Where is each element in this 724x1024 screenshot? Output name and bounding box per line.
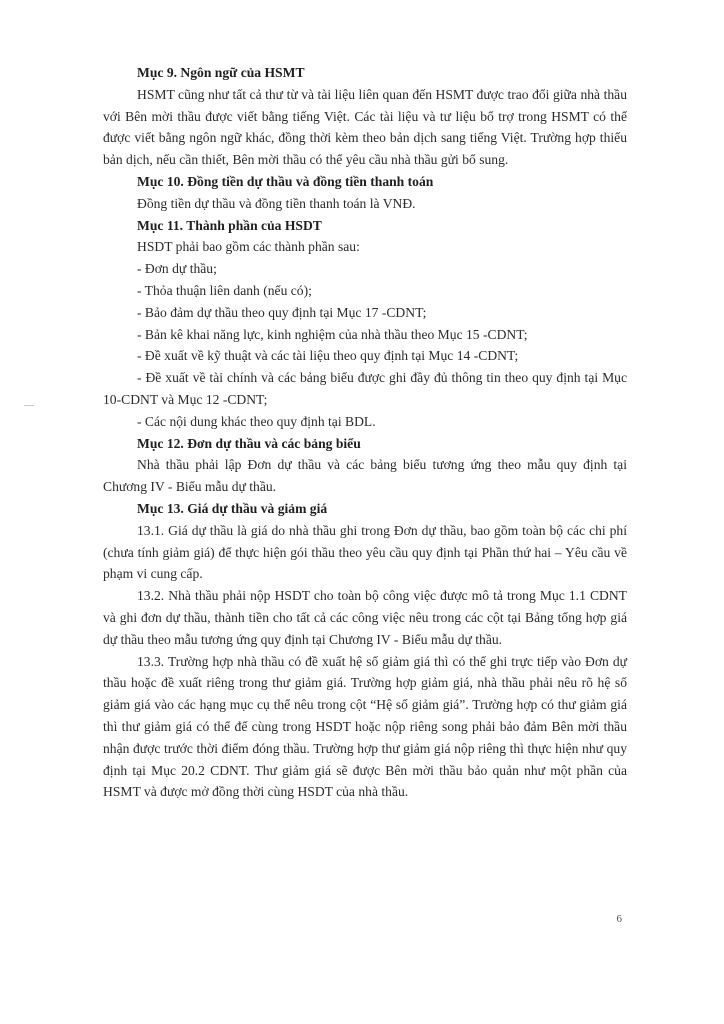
- list-item: - Đề xuất về tài chính và các bảng biểu được ghi đầy đủ thông tin theo quy định tại Mục 10-CDNT và Mục 12 -CDNT;: [103, 370, 627, 407]
- section-heading: Mục 11. Thành phần của HSDT: [137, 217, 322, 233]
- section-heading: Mục 12. Đơn dự thầu và các bảng biểu: [137, 435, 361, 451]
- list-item: - Đề xuất về kỹ thuật và các tài liệu theo quy định tại Mục 14 -CDNT;: [137, 348, 519, 364]
- list-item: - Đơn dự thầu;: [137, 261, 217, 277]
- list-item: - Bản kê khai năng lực, kinh nghiệm của nhà thầu theo Mục 15 -CDNT;: [137, 326, 528, 342]
- paragraph: 13.2. Nhà thầu phải nộp HSDT cho toàn bộ công việc được mô tả trong Mục 1.1 CDNT và ghi đơn dự thầu, thành tiền cho tất cả các công việc nêu trong các cột tại Bảng tổng hợp giá dự thầu theo mẫu tương ứng quy định tại Chương IV - Biểu mẫu dự thầu.: [103, 588, 627, 647]
- section-heading: Mục 10. Đồng tiền dự thầu và đồng tiền thanh toán: [137, 173, 434, 189]
- paragraph: Nhà thầu phải lập Đơn dự thầu và các bảng biểu tương ứng theo mẫu quy định tại Chương IV - Biểu mẫu dự thầu.: [103, 457, 627, 495]
- margin-mark: [24, 405, 34, 406]
- section-heading: Mục 9. Ngôn ngữ của HSMT: [137, 65, 305, 80]
- list-item: - Các nội dung khác theo quy định tại BDL.: [137, 413, 376, 429]
- list-item: - Bảo đảm dự thầu theo quy định tại Mục 17 -CDNT;: [137, 304, 427, 320]
- paragraph: HSMT cũng như tất cả thư từ và tài liệu liên quan đến HSMT được trao đổi giữa nhà thầu với Bên mời thầu được viết bằng tiếng Việt. Các tài liệu và tư liệu bổ trợ trong HSMT có thể được viết bằng ngôn ngữ khác, đồng thời kèm theo bản dịch sang tiếng Việt. Trường hợp thiếu bản dịch, nếu cần thiết, Bên mời thầu có thể yêu cầu nhà thầu gửi bổ sung.: [103, 86, 627, 168]
- list-item: - Thỏa thuận liên danh (nếu có);: [137, 282, 312, 298]
- paragraph: HSDT phải bao gồm các thành phần sau:: [137, 239, 360, 255]
- document-body: [103, 62, 627, 803]
- paragraph: 13.3. Trường hợp nhà thầu có đề xuất hệ số giảm giá thì có thể ghi trực tiếp vào Đơn dự thầu hoặc đề xuất riêng trong thư giảm giá. Trường hợp giảm giá, nhà thầu phải nêu rõ hệ số giảm giá vào các hạng mục cụ thể nêu trong cột “Hệ số giảm giá”. Trường hợp có thư giảm giá thì thư giảm giá có thể để cùng trong HSDT hoặc nộp riêng song phải bảo đảm Bên mời thầu nhận được trước thời điểm đóng thầu. Trường hợp thư giảm giá nộp riêng thì thực hiện như quy định tại Mục 20.2 CDNT. Thư giảm giá sẽ được Bên mời thầu bảo quản như một phần của HSMT và được mở đồng thời cùng HSDT của nhà thầu.: [103, 653, 627, 800]
- paragraph: Đồng tiền dự thầu và đồng tiền thanh toán là VNĐ.: [137, 195, 416, 211]
- paragraph: 13.1. Giá dự thầu là giá do nhà thầu ghi trong Đơn dự thầu, bao gồm toàn bộ các chi phí (chưa tính giảm giá) để thực hiện gói thầu theo yêu cầu quy định tại Phần thứ hai – Yêu cầu về phạm vi cung cấp.: [103, 522, 627, 582]
- section-heading: Mục 13. Giá dự thầu và giảm giá: [137, 500, 328, 516]
- page-number: 6: [616, 913, 622, 925]
